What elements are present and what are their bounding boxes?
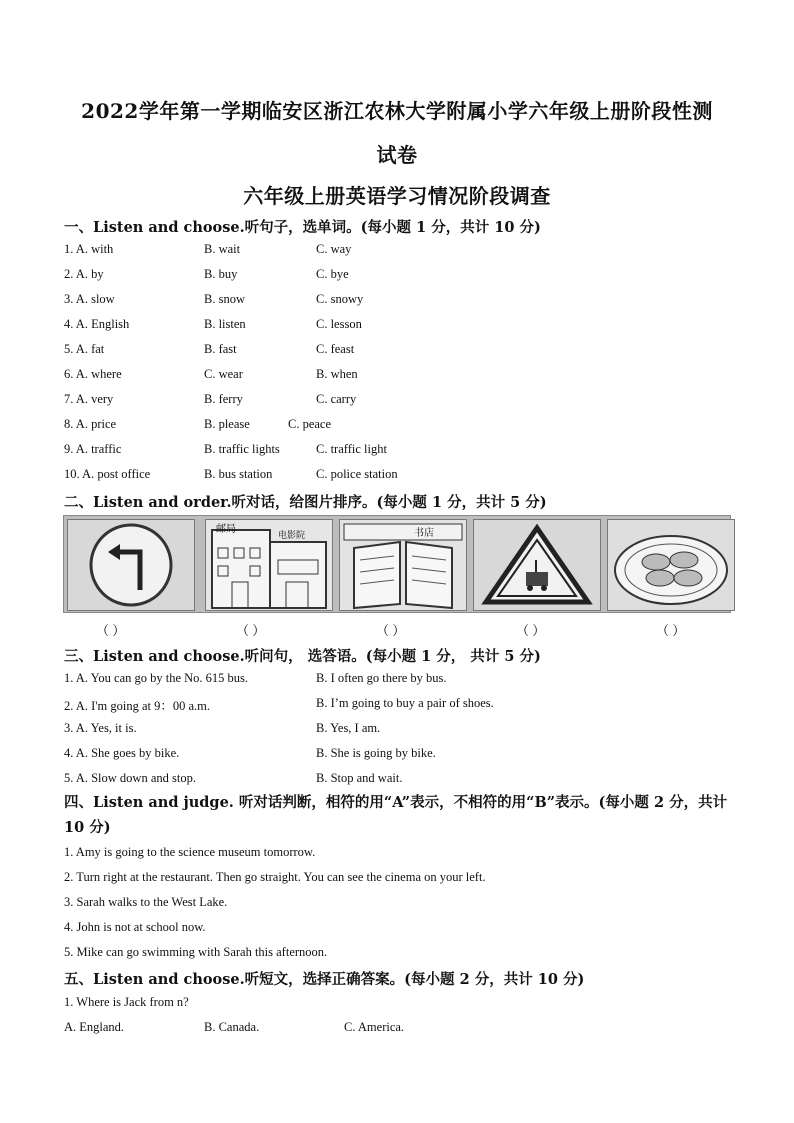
section5-option-c: C. America. <box>344 1020 405 1034</box>
question-option-c: C. lesson <box>316 317 362 331</box>
post-office-label: 邮局 <box>216 524 236 535</box>
answer-option-a: 5. A. Slow down and stop. <box>64 771 196 785</box>
question-option-b: B. fast <box>204 342 237 356</box>
question-option-c: B. when <box>316 367 358 381</box>
judge-statement: 2. Turn right at the restaurant. Then go straight. You can see the cinema on your left. <box>64 870 486 884</box>
answer-blank: （ ） <box>96 623 126 638</box>
question-option-a: 6. A. where <box>64 367 122 381</box>
warning-sign-icon <box>473 519 601 611</box>
question-option-b: B. wait <box>204 242 241 256</box>
exam-subtitle: 六年级上册英语学习情况阶段调查 <box>243 184 551 208</box>
question-option-b: B. bus station <box>204 467 273 481</box>
question-option-a: 9. A. traffic <box>64 442 122 456</box>
answer-blank: （ ） <box>236 623 266 638</box>
judge-statement: 1. Amy is going to the science museum tomorrow. <box>64 845 316 859</box>
question-option-a: 1. A. with <box>64 242 114 256</box>
question-option-a: 5. A. fat <box>64 342 105 356</box>
answer-blank: （ ） <box>516 623 546 638</box>
section5-option-b: B. Canada. <box>204 1020 260 1034</box>
answer-option-b: B. I often go there by bus. <box>316 671 447 685</box>
cinema-label: 电影院 <box>278 531 306 541</box>
section4-heading: 四、Listen and judge. 听对话判断，相符的用“A”表示，不相符的用“B”表示。(每小题 2 分，共计 10 分) <box>64 794 728 836</box>
question-option-a: 7. A. very <box>64 392 114 406</box>
bookstore-label: 书店 <box>414 528 434 539</box>
question-option-c: C. feast <box>316 342 355 356</box>
question-option-c: C. police station <box>316 467 398 481</box>
section2-heading: 二、Listen and order.听对话，给图片排序。(每小题 1 分，共计 5 分) <box>64 494 547 511</box>
answer-option-a: 4. A. She goes by bike. <box>64 746 180 760</box>
judge-statement: 4. John is not at school now. <box>64 920 206 934</box>
section5-question-1: 1. Where is Jack from n? <box>64 995 189 1009</box>
answer-blank: （ ） <box>376 623 406 638</box>
question-option-c: C. peace <box>288 417 332 431</box>
section5-heading: 五、Listen and choose.听短文，选择正确答案。(每小题 2 分，共计 10 分) <box>64 971 585 988</box>
answer-option-a: 1. A. You can go by the No. 615 bus. <box>64 671 249 685</box>
question-option-a: 3. A. slow <box>64 292 115 306</box>
answer-blank: （ ） <box>656 623 686 638</box>
judge-statement: 5. Mike can go swimming with Sarah this afternoon. <box>64 945 328 959</box>
question-option-b: B. buy <box>204 267 238 281</box>
question-option-b: B. snow <box>204 292 245 306</box>
bookstore-icon <box>339 519 467 611</box>
question-option-a: 10. A. post office <box>64 467 151 481</box>
question-option-b: B. listen <box>204 317 246 331</box>
answer-option-b: B. Yes, I am. <box>316 721 381 735</box>
question-option-c: C. snowy <box>316 292 364 306</box>
question-option-c: C. carry <box>316 392 357 406</box>
answer-option-a: 2. A. I'm going at 9：00 a.m. <box>64 699 210 713</box>
question-option-c: C. way <box>316 242 352 256</box>
turn-left-sign-icon <box>67 519 195 611</box>
exam-title-line2: 试卷 <box>376 143 418 167</box>
question-option-a: 8. A. price <box>64 417 117 431</box>
judge-statement: 3. Sarah walks to the West Lake. <box>64 895 228 909</box>
section5-option-a: A. England. <box>64 1020 125 1034</box>
question-option-b: C. wear <box>204 367 243 381</box>
answer-option-b: B. I’m going to buy a pair of shoes. <box>316 696 494 710</box>
answer-option-b: B. She is going by bike. <box>316 746 436 760</box>
picture-strip <box>63 515 731 613</box>
question-option-b: B. ferry <box>204 392 243 406</box>
answer-option-a: 3. A. Yes, it is. <box>64 721 137 735</box>
section3-heading: 三、Listen and choose.听问句， 选答语。(每小题 1 分， 共计 5 分) <box>64 648 541 665</box>
question-option-a: 2. A. by <box>64 267 104 281</box>
question-option-c: C. bye <box>316 267 349 281</box>
exam-title-line1: 2022学年第一学期临安区浙江农林大学附属小学六年级上册阶段性测 <box>81 99 713 123</box>
question-option-b: B. traffic lights <box>204 442 280 456</box>
food-plate-icon <box>607 519 735 611</box>
section1-heading: 一、Listen and choose.听句子，选单词。(每小题 1 分，共计 10 分) <box>64 219 541 236</box>
buildings-icon <box>205 519 333 611</box>
question-option-b: B. please <box>204 417 250 431</box>
question-option-a: 4. A. English <box>64 317 130 331</box>
question-option-c: C. traffic light <box>316 442 387 456</box>
answer-option-b: B. Stop and wait. <box>316 771 403 785</box>
